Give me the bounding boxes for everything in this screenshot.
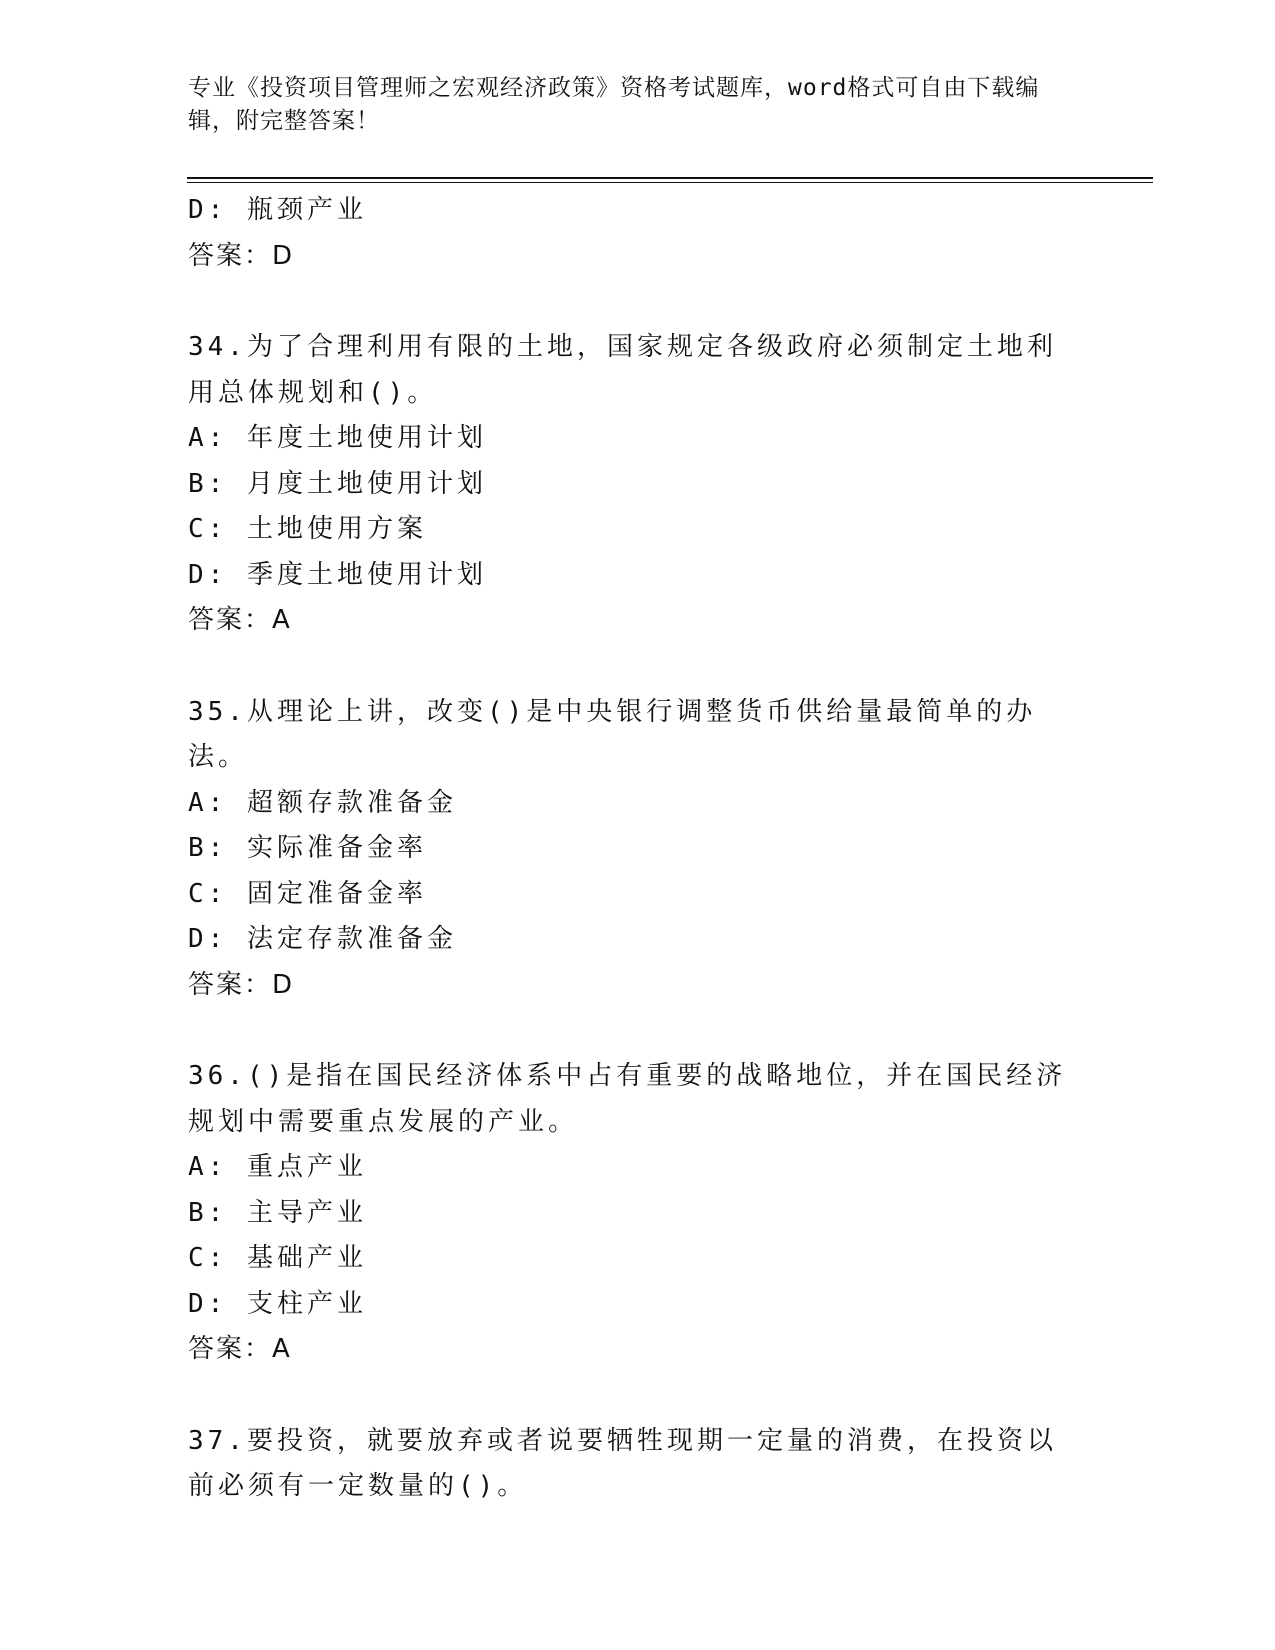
option-a: A: 重点产业	[188, 1152, 367, 1182]
spacer	[188, 644, 1088, 690]
option-d: D: 季度土地使用计划	[188, 559, 487, 590]
header-rule	[187, 177, 1153, 179]
document-header: 专业《投资项目管理师之宏观经济政策》资格考试题库，word格式可自由下载编辑，附完整答案！	[188, 75, 1040, 134]
answer: 答案：A	[188, 1334, 292, 1364]
question-35	[188, 690, 1088, 1009]
question-37	[188, 1419, 1088, 1510]
question-stem: 36.()是指在国民经济体系中占有重要的战略地位，并在国民经济规划中需要重点发展的产业。	[188, 1061, 1067, 1137]
option-a: A: 年度土地使用计划	[188, 423, 487, 453]
spacer	[188, 279, 1088, 325]
header-rule-thin	[187, 182, 1153, 183]
question-stem: 34.为了合理利用有限的土地，国家规定各级政府必须制定土地利用总体规划和()。	[188, 332, 1057, 408]
option-d: D: 法定存款准备金	[188, 924, 457, 954]
spacer	[188, 1008, 1088, 1054]
option-c: C: 固定准备金率	[188, 878, 427, 909]
option-b: B: 主导产业	[188, 1197, 367, 1228]
question-stem: 37.要投资，就要放弃或者说要牺牲现期一定量的消费，在投资以前必须有一定数量的()。	[188, 1425, 1057, 1501]
option-b: B: 实际准备金率	[188, 833, 427, 863]
question-34	[188, 325, 1088, 644]
question-stem: 35.从理论上讲，改变()是中央银行调整货币供给量最简单的办法。	[188, 696, 1037, 772]
document-body	[188, 188, 1088, 1510]
option-c: C: 基础产业	[188, 1243, 367, 1273]
question-36	[188, 1054, 1088, 1373]
spacer	[188, 1373, 1088, 1419]
answer: 答案：D	[188, 240, 295, 271]
option-d: D: 瓶颈产业	[188, 195, 367, 225]
option-d: D: 支柱产业	[188, 1288, 367, 1319]
answer: 答案：D	[188, 969, 295, 1000]
option-b: B: 月度土地使用计划	[188, 468, 487, 499]
option-a: A: 超额存款准备金	[188, 787, 457, 818]
option-c: C: 土地使用方案	[188, 514, 427, 544]
answer: 答案：A	[188, 605, 292, 635]
